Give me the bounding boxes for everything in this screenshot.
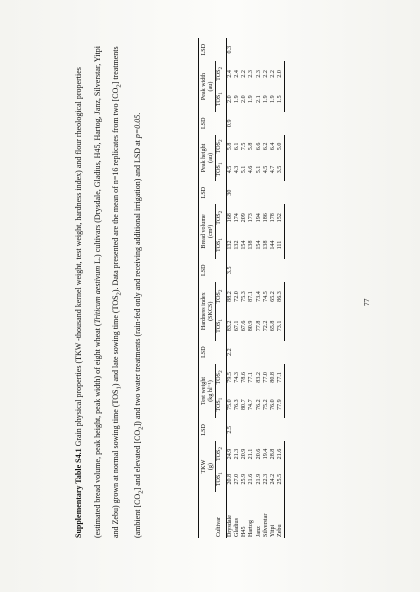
cultivar-header: Cultivar [215, 517, 222, 537]
value-cell: 86.3 [277, 282, 285, 311]
value-cell: 25.9 [241, 473, 248, 485]
value-cell: 209 [241, 213, 248, 223]
value-cell: 77.8 [255, 320, 262, 332]
value-cell: 24.2 [270, 473, 277, 485]
value-cell: 2.0 [226, 95, 233, 103]
table-sub-header [216, 38, 226, 538]
caption-text: ). Data presented are the mean of n=16 replicates from two [CO [111, 87, 120, 293]
value-cell: 5.8 [248, 142, 255, 151]
value-cell: 178 [270, 213, 277, 223]
value-cell: 80.7 [241, 399, 248, 410]
value-cell: 3.5 [277, 158, 285, 181]
tos1-header: $TOS_1$ [216, 318, 225, 333]
value-cell: 72.2 [262, 320, 269, 332]
value-cell: 2.0 [277, 61, 285, 86]
value-cell: 88.2 [226, 291, 233, 302]
value-cell: 5.8 [226, 142, 233, 151]
value-cell: 1.9 [234, 95, 241, 103]
lsd-cell: 30 [226, 189, 233, 196]
page-number: 77 [362, 298, 371, 306]
tos1-header: $TOS_1$ [216, 397, 225, 412]
value-cell: 4.3 [234, 165, 241, 174]
table-group-header [199, 38, 216, 538]
caption-text: Grain physical properties (TKW -thousand kernel weight, test weight, hardness index) and flour rheological properties (estimated bread volume, peak height, peak width) of eight wheat ( [74, 67, 102, 538]
table-row [226, 38, 234, 538]
cultivar-cell: Hartog [248, 520, 255, 537]
lsd-cell: 0.3 [226, 45, 233, 54]
tos2-header: $TOS_2$ [216, 289, 225, 304]
value-cell: 75.3 [241, 291, 248, 302]
tos1-header: $TOS_1$ [216, 162, 225, 177]
value-cell: 76.0 [270, 399, 277, 410]
value-cell: 67.6 [241, 320, 248, 332]
value-cell: 77.1 [277, 364, 285, 391]
group-header: TKW (g) [199, 441, 216, 491]
value-cell: 21.3 [234, 448, 241, 460]
value-cell: 75.2 [262, 399, 269, 410]
value-cell: 5.0 [277, 135, 285, 158]
value-cell: 168 [226, 213, 233, 223]
caption-text: L.) cultivars (Drysdale, Gladius, H45, Hartog, Janz, Silverstar, Yitpi and Zebu) grown at normal sowing time (TOS [92, 46, 120, 538]
value-cell: 132 [234, 240, 241, 250]
value-cell: 87.1 [248, 291, 255, 302]
cultivar-cell: Janz [255, 526, 262, 537]
value-cell: 1.9 [248, 95, 255, 103]
cultivar-cell: Gladius [234, 518, 241, 537]
value-cell: 6.4 [270, 142, 277, 151]
value-cell: 65.8 [270, 320, 277, 332]
rotated-content [70, 34, 320, 538]
lsd-header: LSD [201, 186, 207, 199]
value-cell: 4.7 [270, 165, 277, 174]
value-cell: 7.5 [241, 142, 248, 151]
lsd-cell: 2.5 [226, 426, 233, 434]
cultivar-cell: Yitpi [270, 524, 277, 537]
value-cell: 21.9 [255, 473, 262, 485]
caption-label: Supplementary Table S4.1 [74, 448, 83, 538]
value-cell: 2.3 [248, 70, 255, 78]
cultivar-cell: H45 [241, 526, 248, 537]
value-cell: 1.9 [270, 95, 277, 103]
group-header: Test weight (kg hl⁻¹) [199, 364, 216, 419]
value-cell: 22.3 [262, 473, 269, 485]
tos1-header: $TOS_1$ [216, 92, 225, 107]
group-header: Hardness index (SKCS) [199, 282, 216, 341]
value-cell: 1.5 [277, 87, 285, 112]
value-cell: 72.0 [234, 291, 241, 302]
caption-text: ] treatments (ambient [CO [111, 46, 143, 538]
value-cell: 6.6 [255, 142, 262, 151]
value-cell: 173 [248, 213, 255, 223]
table-caption: Supplementary Table S4.1 Grain physical properties (TKW -thousand kernel weight, test weight, hardness index) and flour rheological properties (estimated bread volume, peak height, peak width) of eight wheat (Triticum aestivum L.) cultivars (Drysdale, Gladius, H45, Hartog, Janz, Silverstar, Yitpi and Zebu) grown at normal sowing time $(TOS_1)$ and late sowing time $(TOS_2)$. Data presented are the mean of n=16 replicates from two $[CO_2]$ treatments (ambient $[CO_2]$ and elevated $[CO_2]$) and two water treatments (rain-fed only and receiving additional irrigation) and LSD at p=0.05. [74, 46, 145, 538]
value-cell: 25.5 [277, 467, 285, 492]
value-cell: 2.3 [255, 70, 262, 78]
value-cell: 75.0 [226, 399, 233, 410]
caption-text: ]) and two water treatments (rain-fed only and receiving additional irrigation) and LSD at [133, 138, 143, 427]
value-cell: 2.4 [234, 70, 241, 78]
tos1-header: $TOS_1$ [216, 238, 225, 253]
value-cell: 76.3 [234, 399, 241, 410]
value-cell: 4.5 [226, 165, 233, 174]
lsd-header: LSD [201, 43, 207, 56]
value-cell: 5.1 [241, 165, 248, 174]
value-cell: 77.1 [248, 372, 255, 383]
group-header: Peak height (au) [199, 135, 216, 181]
value-cell: 27.0 [234, 473, 241, 485]
value-cell: 111 [277, 231, 285, 258]
value-cell: 73.4 [255, 291, 262, 302]
value-cell: 6.1 [234, 142, 241, 151]
lsd-header: LSD [201, 424, 207, 436]
caption-pvalue: p=0.05 [133, 114, 143, 139]
lsd-header: LSD [201, 264, 207, 277]
value-cell: 2.2 [262, 70, 269, 78]
value-cell: 80.9 [248, 320, 255, 332]
value-cell: 2.2 [241, 70, 248, 78]
value-cell: 174 [234, 213, 241, 223]
value-cell: 78.6 [241, 372, 248, 383]
tos2-header: $TOS_2$ [216, 139, 225, 154]
properties-table [198, 38, 285, 538]
value-cell: 2.0 [241, 95, 248, 103]
value-cell: 83.2 [226, 320, 233, 332]
group-header: Bread volume (cm³) [199, 204, 216, 259]
cultivar-cell: Zebu [277, 492, 285, 538]
value-cell: 21.1 [248, 448, 255, 460]
value-cell: 144 [270, 240, 277, 250]
value-cell: 83.2 [255, 372, 262, 383]
value-cell: 24.9 [226, 448, 233, 460]
value-cell: 1.9 [262, 95, 269, 103]
value-cell: 77.9 [277, 391, 285, 418]
value-cell: 132 [226, 240, 233, 250]
value-cell: 79.5 [226, 372, 233, 383]
caption-species: Triticum aestivum [92, 265, 102, 324]
value-cell: 74.3 [234, 372, 241, 383]
value-cell: 21.6 [248, 473, 255, 485]
value-cell: 73.1 [277, 311, 285, 340]
value-cell: 4.6 [248, 165, 255, 174]
group-header: Peak width (au) [199, 61, 216, 111]
value-cell: 77.0 [262, 372, 269, 383]
table-body [226, 38, 285, 538]
value-cell: 154 [255, 240, 262, 250]
value-cell: 2.4 [226, 70, 233, 78]
value-cell: 138 [262, 240, 269, 250]
value-cell: 154 [241, 240, 248, 250]
value-cell: 138 [248, 240, 255, 250]
value-cell: 4.5 [262, 165, 269, 174]
value-cell: 74.7 [248, 399, 255, 410]
caption-text: . [133, 112, 143, 115]
value-cell: 194 [255, 213, 262, 223]
tos2-header: $TOS_2$ [216, 210, 225, 225]
value-cell: 20.6 [255, 448, 262, 460]
lsd-header: LSD [201, 346, 207, 358]
value-cell: 20.8 [226, 473, 233, 485]
value-cell: 20.9 [241, 448, 248, 460]
tos1-header: $TOS_1$ [216, 472, 225, 487]
value-cell: 65.2 [270, 291, 277, 302]
value-cell: 186 [262, 213, 269, 223]
tos2-header: $TOS_2$ [216, 66, 225, 81]
value-cell: 74.5 [262, 291, 269, 302]
tos2-header: $TOS_2$ [216, 447, 225, 461]
lsd-cell: 3.5 [226, 266, 233, 275]
value-cell: 152 [277, 204, 285, 231]
caption-text: ) and late sowing time (TOS [111, 295, 120, 387]
value-cell: 67.1 [234, 320, 241, 332]
value-cell: 2.2 [270, 70, 277, 78]
cultivar-cell: Drysdale [226, 515, 233, 537]
value-cell: 19.4 [262, 448, 269, 460]
value-cell: 80.8 [270, 372, 277, 383]
value-cell: 5.1 [255, 165, 262, 174]
value-cell: 21.6 [277, 441, 285, 466]
lsd-header: LSD [201, 117, 207, 130]
value-cell: 76.2 [255, 399, 262, 410]
caption-text: ] and elevated [CO [133, 429, 143, 491]
tos2-header: $TOS_2$ [216, 370, 225, 385]
value-cell: 28.8 [270, 448, 277, 460]
cultivar-cell: Silverstar [262, 513, 269, 537]
lsd-cell: 2.2 [226, 348, 233, 356]
value-cell: 2.1 [255, 95, 262, 103]
lsd-cell: 0.9 [226, 119, 233, 128]
value-cell: 6.2 [262, 142, 269, 151]
